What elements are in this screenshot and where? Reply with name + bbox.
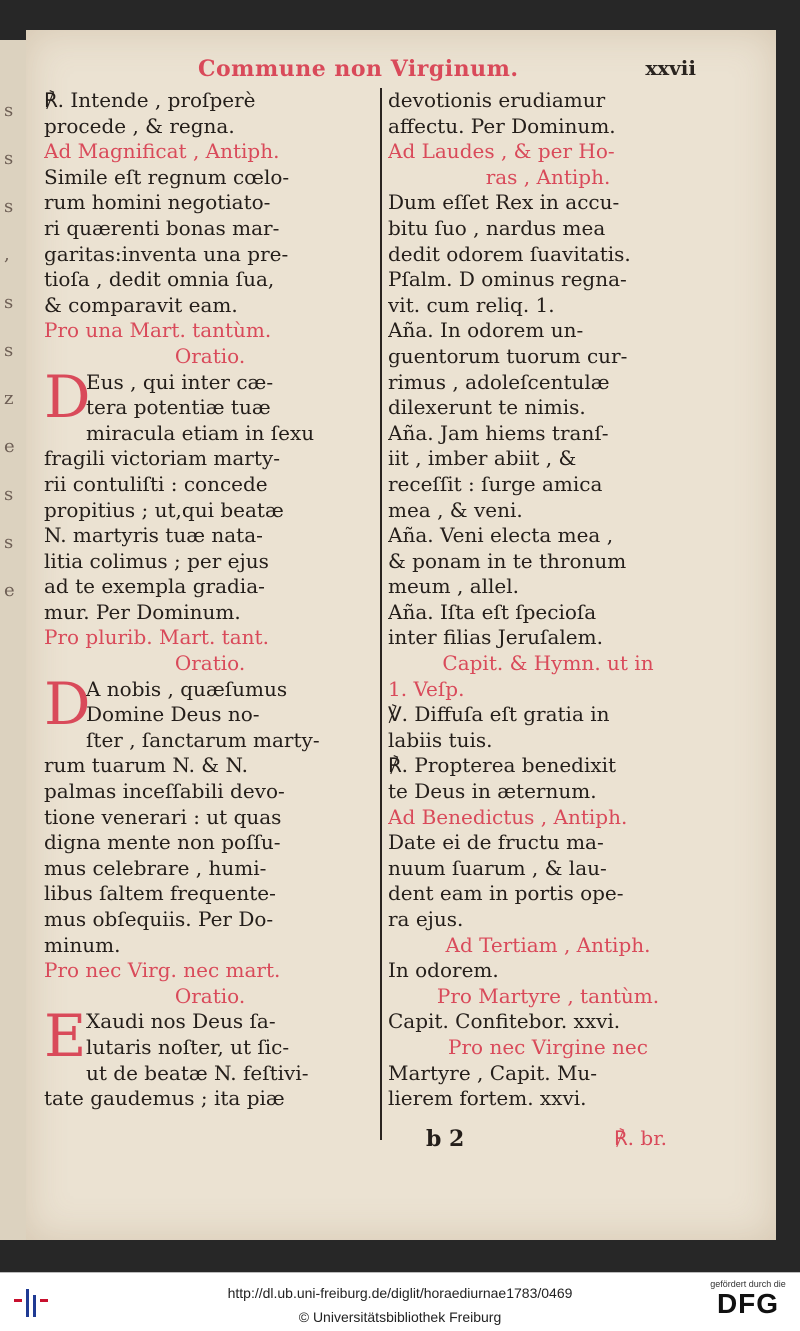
text-line: nuum ſuarum , & lau- — [388, 855, 607, 880]
text-line: ut de beatæ N. feſtivi- — [86, 1060, 309, 1085]
text-line: Eus , qui inter cæ- — [86, 369, 274, 394]
column-divider — [380, 88, 382, 1140]
text-line: rii contuliſti : concede — [44, 471, 268, 496]
text-line: iit , imber abiit , & — [388, 446, 577, 471]
text-line: garitas:inventa una pre- — [44, 241, 289, 266]
previous-page-edge — [0, 40, 28, 1240]
text-line: Xaudi nos Deus ſa- — [86, 1009, 276, 1034]
text-line: Pro plurib. Mart. tant. — [44, 625, 269, 650]
drop-cap-paragraph — [44, 1002, 376, 1071]
text-line: Pſalm. D ominus regna- — [388, 267, 627, 292]
text-line: tate gaudemus ; ita piæ — [44, 1086, 285, 1111]
text-line: receſſit : ſurge amica — [388, 471, 603, 496]
text-line: propitius ; ut,qui beatæ — [44, 497, 284, 522]
text-line: dedit odorem ſuavitatis. — [388, 241, 631, 266]
previous-page-glyph: s — [4, 484, 14, 505]
text-line: mur. Per Dominum. — [44, 599, 241, 624]
left-column — [44, 88, 376, 1112]
text-line: mea , & veni. — [388, 497, 523, 522]
text-line: Pro Martyre , tantùm. — [436, 983, 660, 1008]
text-line: miracula etiam in ſexu — [86, 420, 315, 445]
text-line: te Deus in æternum. — [388, 779, 597, 804]
previous-page-glyph: z — [4, 388, 14, 409]
text-line: N. martyris tuæ nata- — [44, 523, 263, 548]
text-line: Date ei de fructu ma- — [388, 830, 604, 855]
page-number: xxvii — [645, 56, 696, 80]
previous-page-glyph: s — [4, 100, 14, 121]
text-line: meum , allel. — [388, 574, 520, 599]
drop-cap-paragraph — [44, 362, 376, 431]
previous-page-glyph: s — [4, 292, 14, 313]
text-line: libus ſaltem frequente- — [44, 881, 276, 906]
text-line: affectu. Per Dominum. — [388, 113, 616, 138]
text-line: digna mente non poſſu- — [44, 830, 281, 855]
text-line: Oratio. — [174, 983, 246, 1008]
text-line: Ad Benedictus , Antiph. — [388, 804, 628, 829]
text-line: In odorem. — [388, 958, 499, 983]
text-line: vit. cum reliq. 1. — [388, 292, 555, 317]
catchword: ℟. br. — [614, 1126, 667, 1150]
text-line: procede , & regna. — [44, 113, 235, 138]
text-line: Simile eſt regnum cœlo- — [44, 164, 290, 189]
text-line: bitu ſuo , nardus mea — [388, 215, 606, 240]
text-line: 1. Veſp. — [388, 676, 465, 701]
text-line: devotionis erudiamur — [388, 88, 606, 112]
text-line: lierem fortem. xxvi. — [388, 1086, 587, 1111]
text-line: rimus , adoleſcentulæ — [388, 369, 610, 394]
text-line: ri quærenti bonas mar- — [44, 215, 280, 240]
text-line: inter filias Jeruſalem. — [388, 625, 603, 650]
text-line: Pro nec Virg. nec mart. — [44, 958, 281, 983]
text-line: mus celebrare , humi- — [44, 855, 267, 880]
drop-cap-initial: D — [44, 669, 91, 738]
text-line: Aña. In odorem un- — [388, 318, 584, 343]
text-line: tera potentiæ tuæ — [86, 395, 271, 420]
text-line: ras , Antiph. — [485, 164, 611, 189]
copyright-notice: © Universitätsbibliothek Freiburg — [298, 1309, 502, 1325]
text-line: mus obſequiis. Per Do- — [44, 907, 274, 931]
page-footer — [26, 1126, 776, 1156]
text-line: Pro nec Virgine nec — [448, 1034, 648, 1059]
previous-page-glyph: , — [4, 244, 10, 265]
text-line: tioſa , dedit omnia ſua, — [44, 267, 275, 292]
text-line: & comparavit eam. — [44, 292, 238, 317]
text-line: tione venerari : ut quas — [44, 804, 282, 829]
text-line: Ad Laudes , & per Ho- — [388, 139, 615, 164]
text-line: Aña. Veni electa mea , — [388, 523, 614, 548]
text-line: & ponam in te thronum — [388, 548, 627, 573]
dfg-logo-text: DFG — [716, 1288, 780, 1319]
text-line: labiis tuis. — [388, 727, 493, 752]
text-line: Domine Deus no- — [86, 702, 260, 727]
text-line: Capit. & Hymn. ut in — [442, 651, 654, 676]
drop-cap-initial: E — [44, 1002, 87, 1071]
viewer-footer-bar — [0, 1272, 800, 1331]
drop-cap-initial: D — [44, 362, 91, 431]
text-line: Dum eſſet Rex in accu- — [388, 190, 620, 215]
text-line: ſter , ſanctarum marty- — [86, 727, 320, 752]
text-line: Aña. Jam hiems tranſ- — [388, 420, 609, 445]
text-line: ℟. Intende , proſperè — [44, 88, 256, 112]
text-line: minum. — [44, 932, 121, 957]
text-line: Oratio. — [174, 651, 246, 676]
text-line: guentorum tuorum cur- — [388, 343, 628, 368]
previous-page-glyph: e — [4, 580, 15, 601]
signature-mark: b 2 — [426, 1126, 465, 1152]
previous-page-glyph: s — [4, 148, 14, 169]
text-line: ℟. Propterea benedixit — [388, 753, 617, 778]
previous-page-glyph: s — [4, 532, 14, 553]
right-column — [388, 88, 708, 1112]
text-line: dent eam in portis ope- — [388, 881, 624, 906]
text-line: Martyre , Capit. Mu- — [388, 1060, 598, 1085]
running-header — [26, 56, 776, 86]
text-line: palmas inceſſabili devo- — [44, 779, 285, 804]
text-line: ℣. Diffuſa eſt gratia in — [388, 702, 610, 727]
text-line: Ad Magnificat , Antiph. — [44, 139, 280, 164]
text-line: litia colimus ; per ejus — [44, 548, 269, 573]
text-line: lutaris noſter, ut ſic- — [86, 1034, 290, 1059]
text-line: ra ejus. — [388, 907, 464, 931]
drop-cap-paragraph — [44, 669, 376, 738]
text-line: fragili victoriam marty- — [44, 446, 280, 471]
running-title: Commune non Virginum. — [198, 56, 519, 82]
previous-page-glyph: e — [4, 436, 15, 457]
book-page — [26, 30, 776, 1240]
text-line: dilexerunt te nimis. — [388, 395, 586, 420]
text-line: Pro una Mart. tantùm. — [44, 318, 272, 343]
text-line: Aña. Iſta eſt ſpecioſa — [388, 599, 597, 624]
text-line: Capit. Confitebor. xxvi. — [388, 1009, 621, 1034]
text-line: A nobis , quæſumus — [86, 676, 288, 701]
text-line: Ad Tertiam , Antiph. — [445, 932, 651, 957]
dfg-funded-by: gefördert durch die — [710, 1279, 786, 1289]
previous-page-glyph: s — [4, 340, 14, 361]
previous-page-glyph: s — [4, 196, 14, 217]
text-line: ad te exempla gradia- — [44, 574, 265, 599]
document-url[interactable]: http://dl.ub.uni-freiburg.de/diglit/horaediurnae1783/0469 — [227, 1285, 573, 1301]
text-line: rum homini negotiato- — [44, 190, 271, 215]
text-line: Oratio. — [174, 343, 246, 368]
dfg-logo — [706, 1279, 790, 1327]
text-line: rum tuarum N. & N. — [44, 753, 249, 778]
